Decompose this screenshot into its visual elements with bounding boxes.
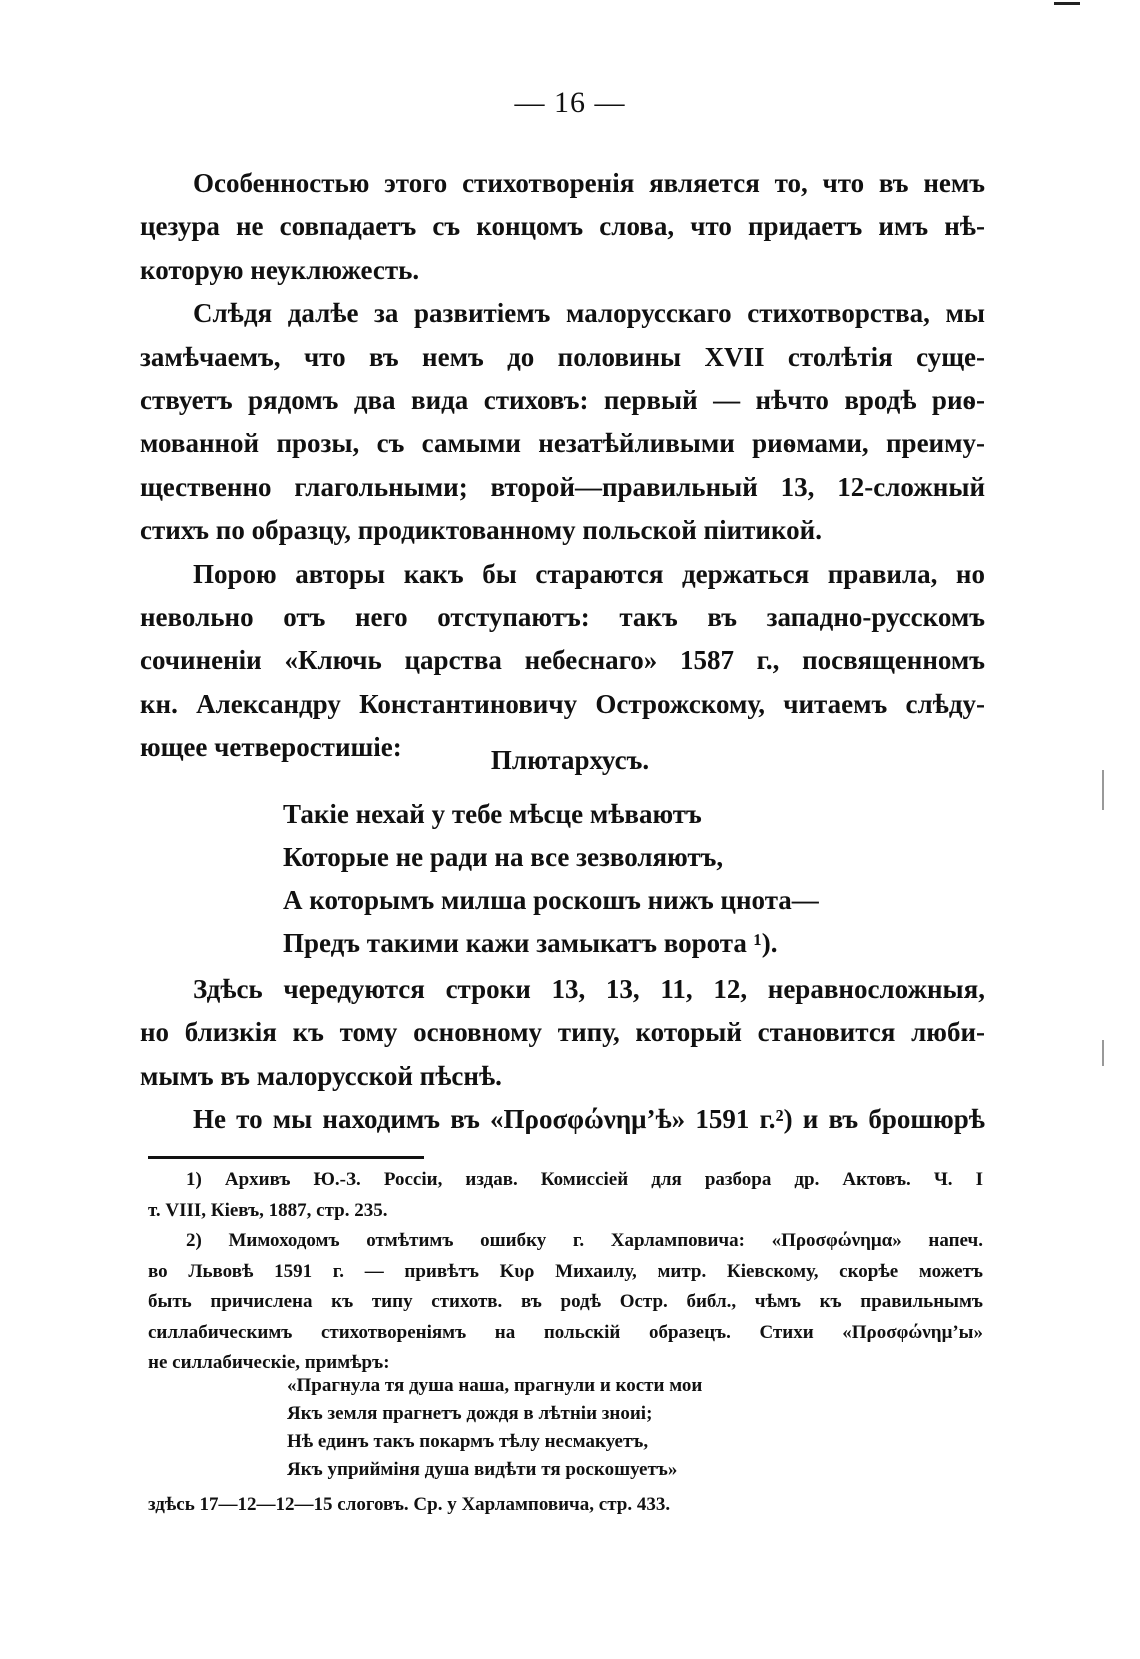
footnote-line: не силлабическіе, примѣръ: (148, 1352, 390, 1373)
scan-margin-mark (1102, 770, 1104, 810)
footnote-line: т. VIII, Кіевъ, 1887, стр. 235. (148, 1199, 388, 1221)
text-line: Здѣсь чередуются строки 13, 13, 11, 12, неравносложныя, (193, 974, 985, 1004)
text-line: Особенностью этого стихотворенія является то, что въ немъ (193, 168, 985, 198)
text-line: которую неуклюжесть. (140, 254, 420, 285)
text-line: невольно отъ него отступаютъ: такъ въ западно-русскомъ (140, 602, 985, 633)
paragraph (140, 292, 985, 552)
text-line: замѣчаемъ, что въ немъ до половины XVII столѣтія суще- (140, 341, 985, 372)
main-text-block-continued (140, 968, 985, 1142)
footnote-poem-line: «Прагнула тя душа наша, прагнули и кости мои (287, 1375, 703, 1396)
footnote-poem-line: Якъ уприйміня душа видѣти тя роскошуетъ» (287, 1459, 678, 1480)
footnote-line: во Львовѣ 1591 г. — привѣтъ Κυρ Михаилу, митр. Кіевскому, скорѣе можетъ (148, 1260, 983, 1282)
text-line: щественно глагольными; второй—правильный 13, 12-сложный (140, 471, 985, 502)
text-line: Порою авторы какъ бы стараются держаться правила, но (193, 558, 985, 589)
paragraph (140, 162, 985, 292)
footnote-line: быть причислена къ типу стихотв. въ родѣ Остр. библ., чѣмъ къ правильнымъ (148, 1291, 983, 1312)
text-line: но близкія къ тому основному типу, который становится люби- (140, 1017, 985, 1048)
page-number: — 16 — (514, 86, 626, 119)
text-line: сочиненіи «Ключь царства небеснаго» 1587 г., посвященномъ (140, 645, 985, 676)
poem-line: Которые не ради на все зезволяютъ, (283, 842, 724, 872)
poem-block (283, 793, 903, 965)
footnote-line: 1) Архивъ Ю.-З. Россіи, издав. Комиссіей для разбора др. Актовъ. Ч. I (186, 1169, 983, 1190)
text-line: ствуетъ рядомъ два вида стиховъ: первый — нѣчто вродѣ риѳ- (140, 385, 985, 416)
scan-corner-mark (1054, 2, 1080, 5)
footnote-poem-line: Якъ земля прагнетъ дождя в лѣтніи зноиі; (287, 1403, 653, 1424)
scan-margin-mark (1102, 1040, 1104, 1066)
text-line: мымъ въ малорусской пѣснѣ. (140, 1060, 502, 1091)
text-line: цезура не совпадаетъ съ концомъ слова, что придаетъ имъ нѣ- (140, 211, 985, 242)
text-line: кн. Александру Константиновичу Острожскому, читаемъ слѣду- (140, 688, 985, 719)
poem-line: Такіе нехай у тебе мѣсце мѣваютъ (283, 799, 702, 829)
footnote-poem-line: Нѣ единъ такъ покармъ тѣлу несмакуетъ, (287, 1431, 649, 1452)
poem-line: Предъ такими кажи замыкатъ ворота ¹). (283, 928, 778, 958)
footnote-line: силлабическимъ стихотвореніямъ на польскій образецъ. Стихи «Προσφώνημ’ы» (148, 1321, 983, 1343)
text-line: Слѣдя далѣе за развитіемъ малорусскаго стихотворства, мы (193, 298, 985, 329)
poem-line: А которымъ милша роскошъ нижъ цнота— (283, 885, 819, 915)
footnote-poem (287, 1372, 847, 1484)
footnote-divider (148, 1156, 424, 1159)
paragraph (140, 553, 985, 770)
footnote-tail: здѣсь 17—12—12—15 слоговъ. Ср. у Харламповича, стр. 433. (148, 1494, 671, 1515)
poem-title: Плютархусъ. (490, 745, 650, 775)
text-line: ющее четверостишіе: (140, 732, 402, 763)
footnotes-block (148, 1165, 983, 1379)
footnote-line: 2) Мимоходомъ отмѣтимъ ошибку г. Харламповича: «Προσφώνημα» напеч. (186, 1230, 983, 1251)
text-line: Не то мы находимъ въ «Προσφώνημ’ѣ» 1591 г.²) и въ брошюрѣ (193, 1104, 985, 1135)
text-line: мованной прозы, съ самыми незатѣйливыми риѳмами, преиму- (140, 428, 985, 459)
text-line: стихъ по образцу, продиктованному польской піитикой. (140, 515, 822, 546)
main-text-block (140, 162, 985, 770)
